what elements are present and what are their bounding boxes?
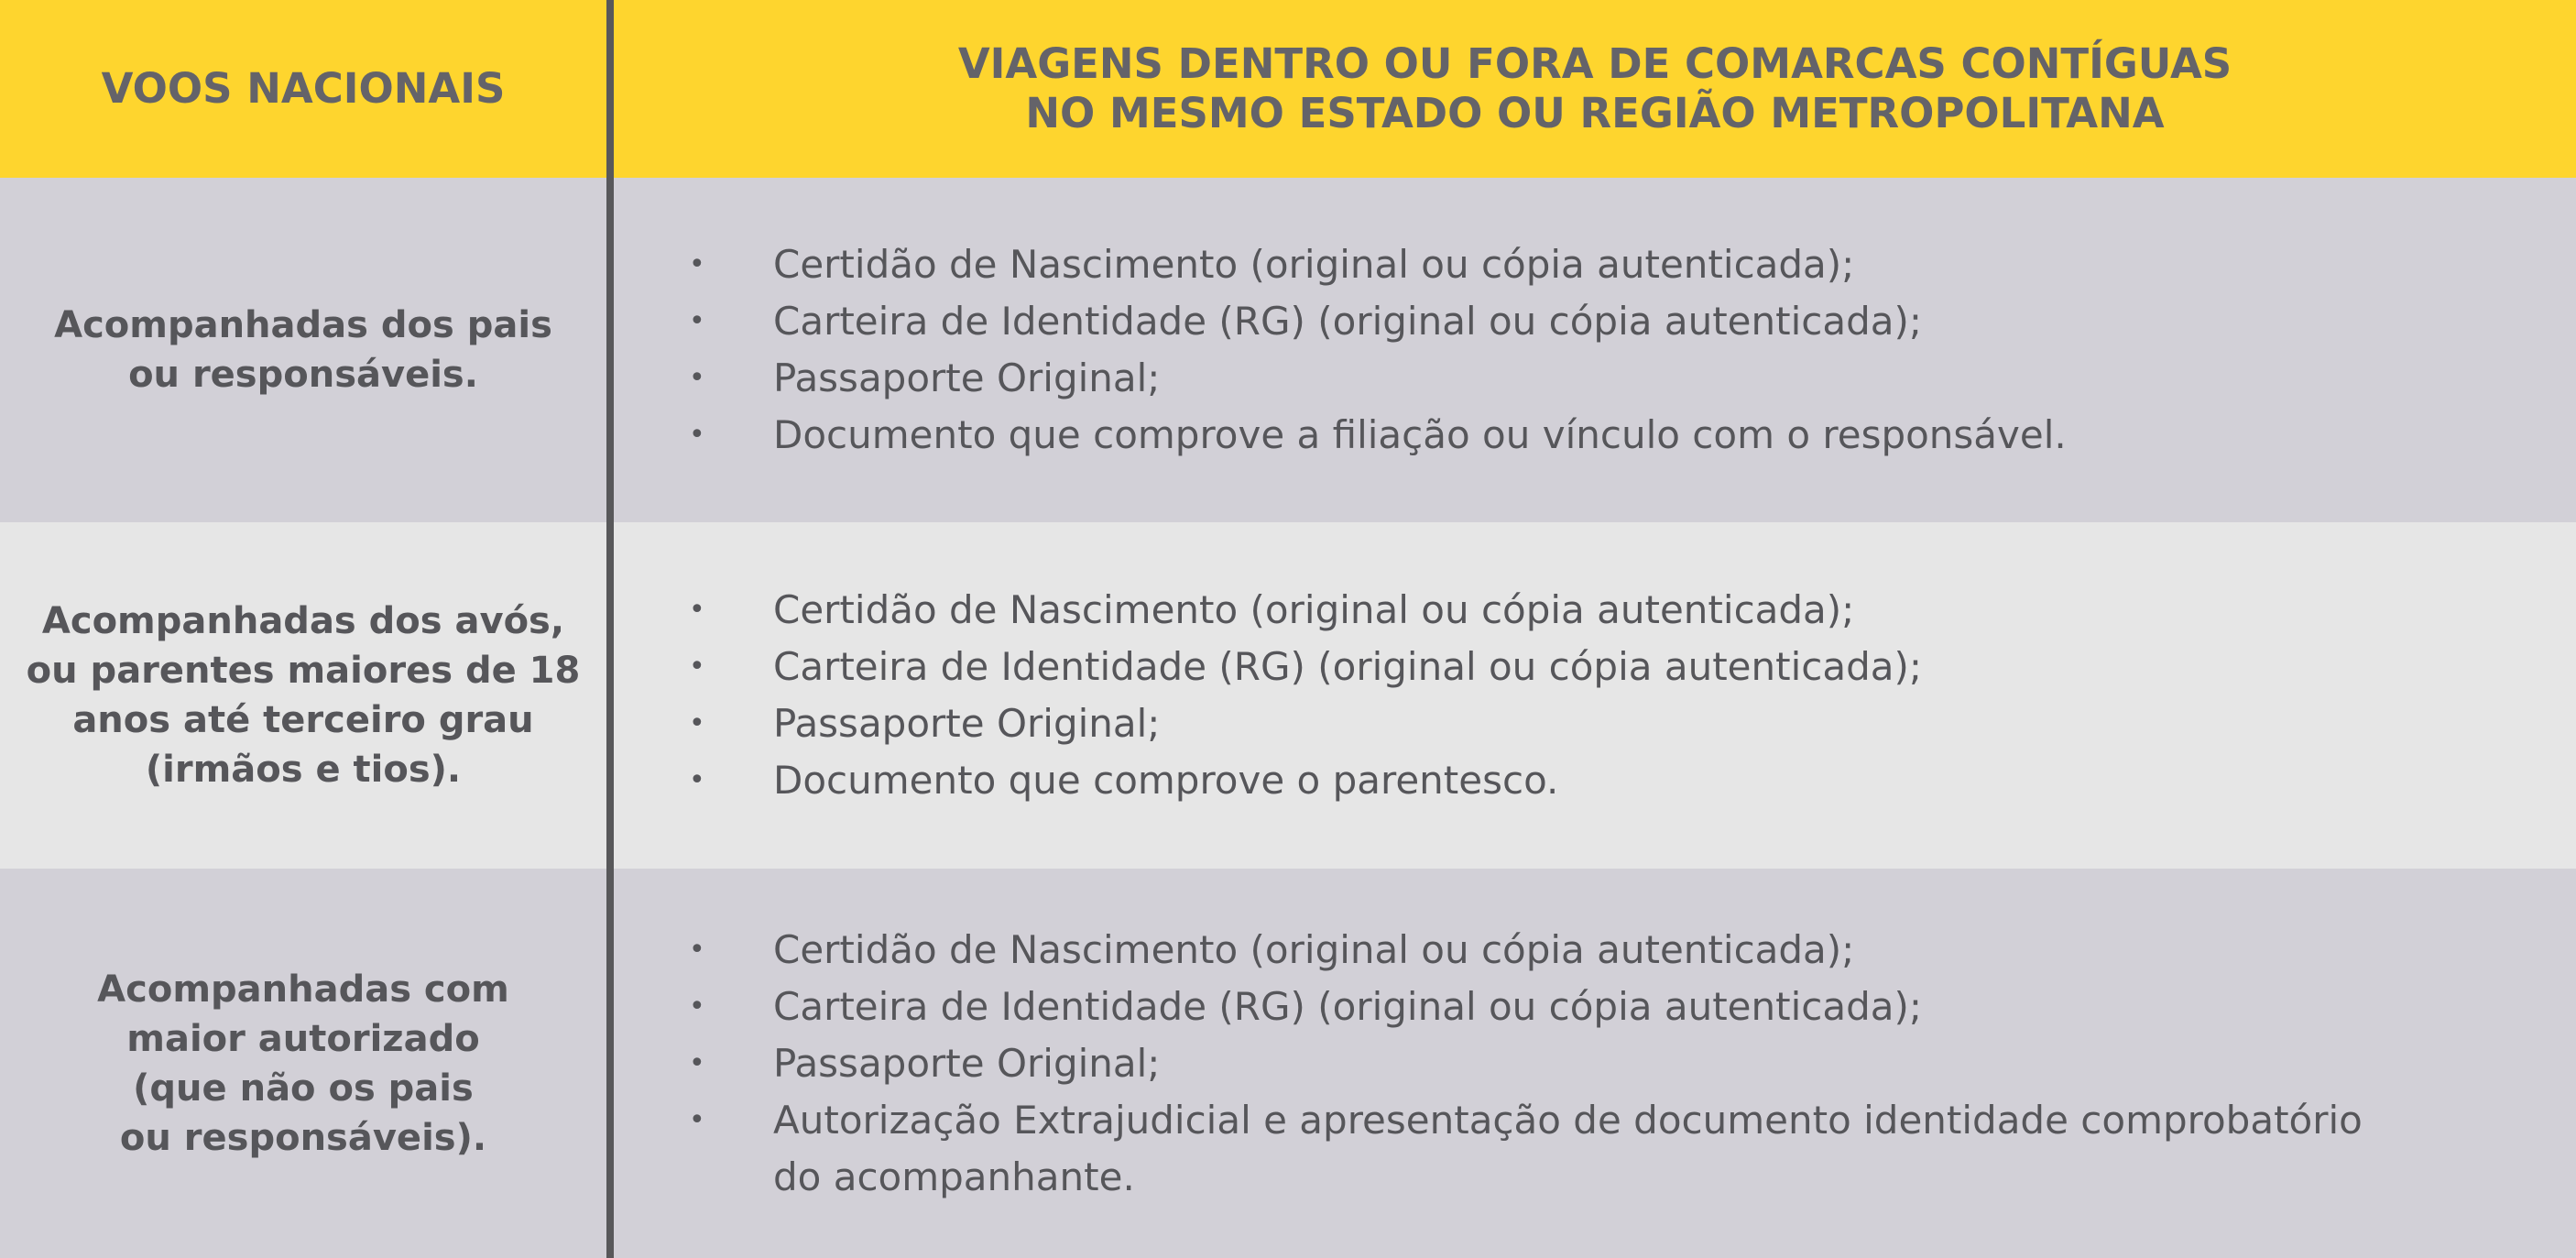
- header-left-title: VOOS NACIONAIS: [101, 64, 506, 113]
- header-right-cell: [606, 0, 2576, 178]
- document-list: [606, 236, 2067, 464]
- list-item: • Documento que comprove o parentesco.: [689, 752, 1922, 809]
- row-label-cell: [0, 522, 606, 869]
- row-label-cell: [0, 178, 606, 522]
- row-label: Acompanhadas dos pais ou responsáveis.: [54, 304, 552, 396]
- table-header: [0, 0, 2576, 178]
- row-label: Acompanhadas com maior autorizado (que não os pais ou responsáveis).: [97, 968, 509, 1159]
- column-divider: [606, 0, 614, 1258]
- list-item: • Passaporte Original;: [689, 695, 1922, 752]
- table-row: [0, 869, 2576, 1258]
- table-row: [0, 522, 2576, 869]
- row-label-cell: [0, 869, 606, 1258]
- list-item: • Carteira de Identidade (RG) (original ou cópia autenticada);: [689, 639, 1922, 695]
- list-item: • Certidão de Nascimento (original ou cópia autenticada);: [689, 922, 2376, 979]
- list-item: • Passaporte Original;: [689, 1035, 2376, 1092]
- document-list: [606, 922, 2376, 1206]
- row-items-cell: [606, 178, 2576, 522]
- list-item: • Passaporte Original;: [689, 350, 2067, 407]
- document-list: [606, 582, 1922, 809]
- table-row: [0, 178, 2576, 522]
- row-label: Acompanhadas dos avós, ou parentes maiores de 18 anos até terceiro grau (irmãos e tios).: [26, 600, 581, 791]
- list-item: • Carteira de Identidade (RG) (original ou cópia autenticada);: [689, 293, 2067, 350]
- list-item: • Certidão de Nascimento (original ou cópia autenticada);: [689, 236, 2067, 293]
- list-item: • Documento que comprove a filiação ou vínculo com o responsável.: [689, 407, 2067, 464]
- header-right-title: VIAGENS DENTRO OU FORA DE COMARCAS CONTÍGUAS NO MESMO ESTADO OU REGIÃO METROPOLITANA: [957, 39, 2232, 137]
- list-item: • Autorização Extrajudicial e apresentação de documento identidade comprobatório do acompanhante.: [689, 1092, 2376, 1206]
- row-items-cell: [606, 522, 2576, 869]
- header-left-cell: [0, 0, 606, 178]
- row-items-cell: [606, 869, 2576, 1258]
- list-item: • Carteira de Identidade (RG) (original ou cópia autenticada);: [689, 979, 2376, 1035]
- list-item: • Certidão de Nascimento (original ou cópia autenticada);: [689, 582, 1922, 639]
